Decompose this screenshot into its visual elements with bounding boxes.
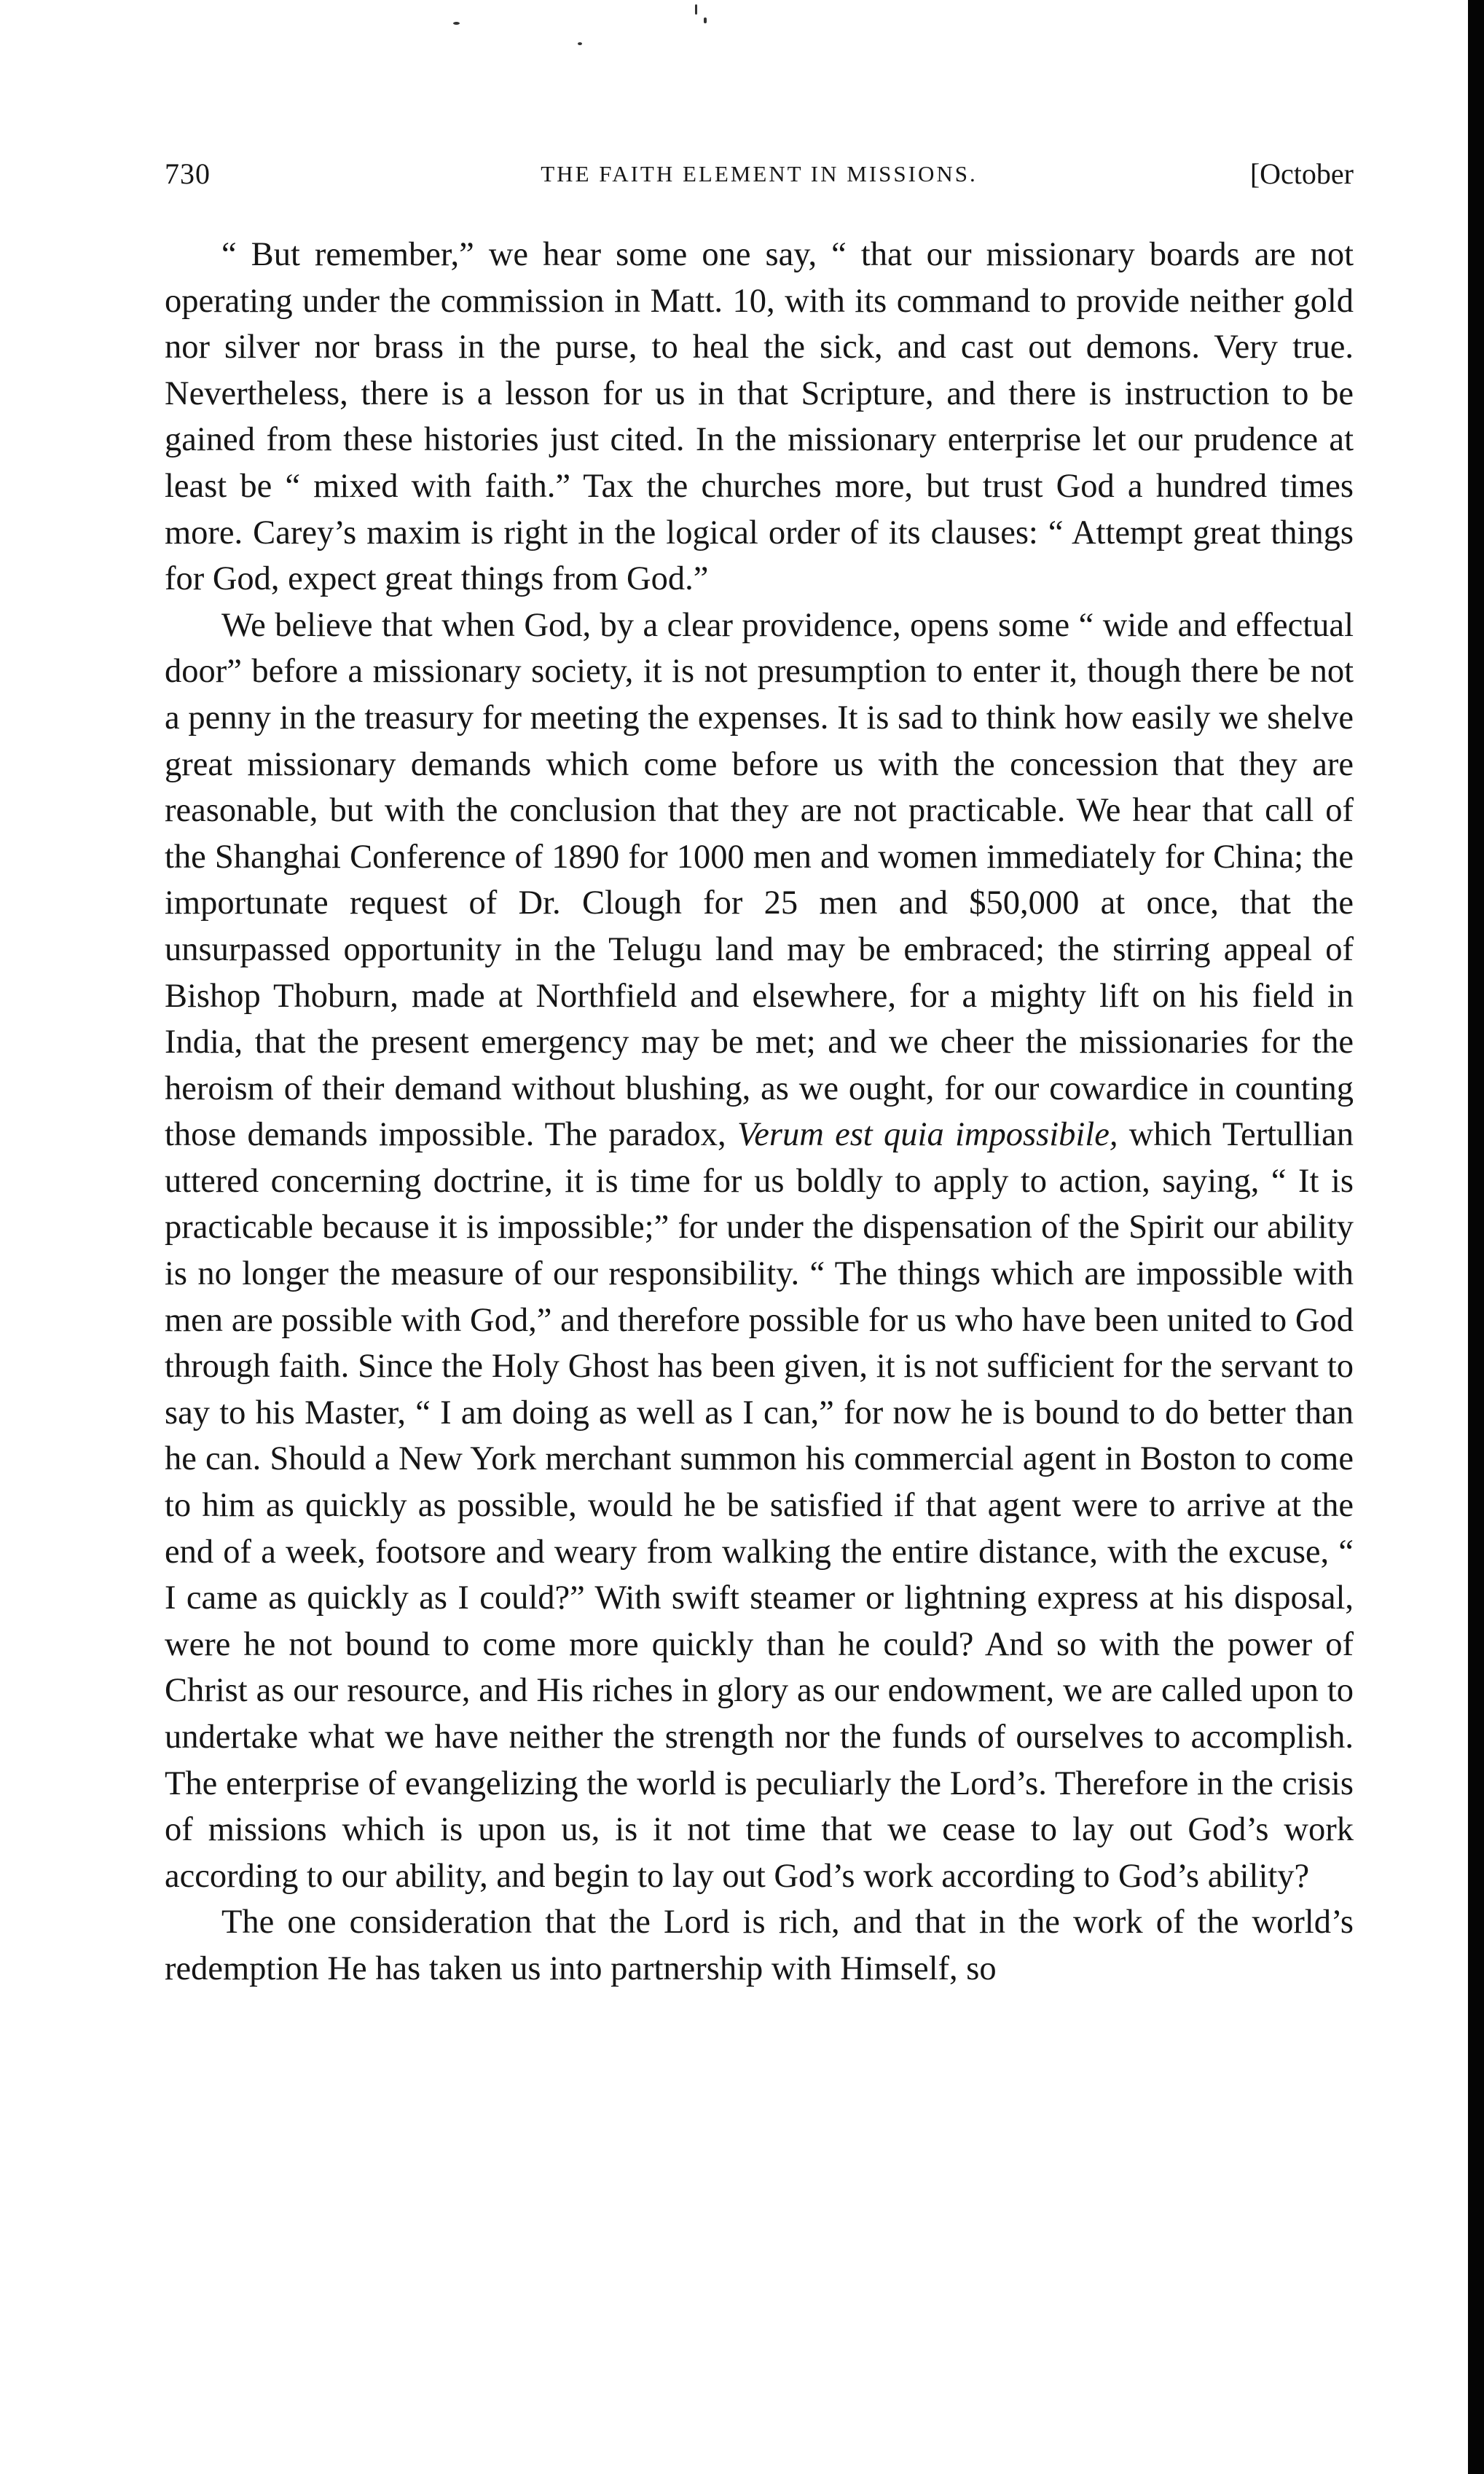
paragraph-text: We believe that when God, by a clear providence, opens some “ wide and effectual door” before a missionary society, it is not presumption to enter it, though there be not a penny in the treasury for meeting the expenses. It is sad to think how easily we shelve great missionary demands which come before us with the concession that they are reasonable, but with the conclusion that they are not practicable. We hear that call of the Shanghai Conference of 1890 for 1000 men and women immediately for China; the importunate request of Dr. Clough for 25 men and $50,000 at once, that the unsurpassed opportunity in the Telugu land may be embraced; the stirring appeal of Bishop Thoburn, made at Northfield and elsewhere, for a mighty lift on his field in India, that the present emergency may be met; and we cheer the missionaries for the heroism of their demand without blushing, as we ought, for our cowardice in counting those demands impossible. The paradox,: [165, 606, 1354, 1154]
page-number: 730: [165, 157, 211, 190]
paragraph: “ But remember,” we hear some one say, “ that our missionary boards are not operating under the commission in Matt. 10, with its command to provide neither gold nor silver nor brass in the purse, to heal the sick, and cast out demons. Very true. Nevertheless, there is a lesson for us in that Scripture, and there is instruction to be gained from these histories just cited. In the missionary enterprise let our prudence at least be “ mixed with faith.” Tax the churches more, but trust God a hundred times more. Carey’s maxim is right in the logical order of its clauses: “ Attempt great things for God, expect great things from God.”: [165, 236, 1354, 598]
document-page: [165, 152, 1354, 1992]
running-title: THE FAITH ELEMENT IN MISSIONS.: [541, 161, 978, 186]
paragraph: The one consideration that the Lord is rich, and that in the work of the world’s redemption He has taken us into partnership with Himself, so: [165, 1904, 1354, 1987]
paragraph: [165, 602, 1354, 1900]
page-edge-shadow: [1468, 0, 1484, 2474]
scan-speck: [453, 22, 460, 25]
running-header: [165, 152, 1354, 197]
latin-phrase: Verum est quia impossibile,: [737, 1116, 1118, 1154]
paragraph-text: which Tertullian uttered concerning doctrine, it is time for us boldly to apply to action, saying, “ It is practicable because it is impossible;” for under the dispensation of the Spirit our ability is no longer the measure of our responsibility. “ The things which are impossible with men are possible with God,” and therefore possible for us who have been united to God through faith. Since the Holy Ghost has been given, it is not sufficient for the servant to say to his Master, “ I am doing as well as I can,” for now he is bound to do better than he can. Should a New York merchant summon his commercial agent in Boston to come to him as quickly as possible, would he be satisfied if that agent were to arrive at the end of a week, footsore and weary from walking the entire distance, with the excuse, “ I came as quickly as I could?” With swift steamer or lightning express at his disposal, were he not bound to come more quickly than he could? And so with the power of Christ as our resource, and His riches in glory as our endowment, we are called upon to undertake what we have neither the strength nor the funds of ourselves to accomplish. The enterprise of evangelizing the world is peculiarly the Lord’s. Therefore in the crisis of missions which is upon us, is it not time that we cease to lay out God’s work according to our ability, and begin to lay out God’s work according to God’s ability?: [165, 1116, 1354, 1895]
scan-speck: [704, 17, 707, 23]
issue-month: [October: [1249, 157, 1354, 190]
scan-speck: [578, 42, 582, 45]
article-body: [165, 232, 1354, 1992]
scan-speck: [695, 4, 697, 15]
